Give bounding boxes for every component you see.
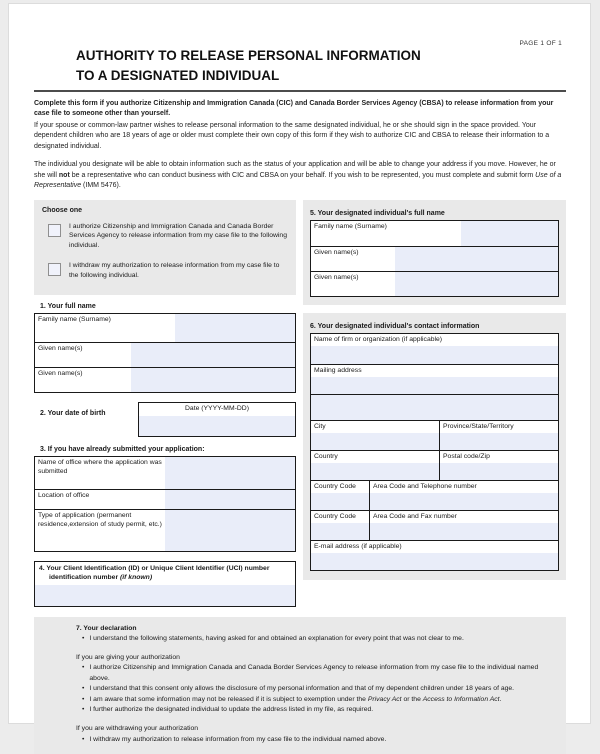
choose-one-title: Choose one — [42, 206, 83, 214]
city-label: City — [311, 421, 439, 434]
application-type-row — [35, 509, 295, 551]
postal-code-input[interactable] — [440, 463, 558, 479]
email-input[interactable] — [311, 553, 558, 569]
page-indicator: PAGE 1 OF 1 — [519, 40, 562, 47]
fax-country-code-label: Country Code — [311, 511, 369, 524]
city-province-row — [311, 420, 558, 450]
email-row — [311, 540, 558, 570]
designated-family-name-input[interactable] — [461, 221, 558, 246]
office-location-label: Location of office — [35, 490, 165, 509]
family-name-label: Family name (Surname) — [35, 314, 175, 342]
withdraw-bullet-1: • I withdraw my authorization to release information from my case file to the individual named above. — [82, 735, 387, 743]
fax-input[interactable] — [370, 523, 558, 539]
section-1-table — [34, 313, 296, 393]
postal-code-label: Postal code/Zip — [440, 451, 558, 464]
mailing-address-input[interactable] — [311, 377, 558, 393]
section-1-full-name — [34, 303, 296, 393]
telephone-row — [311, 480, 558, 510]
declaration-intro-bullet: • I understand the following statements, having asked for and obtained an explanation for every point that was not clear to me. — [82, 635, 464, 643]
withdraw-checkbox[interactable] — [48, 263, 61, 276]
section-4-client-id — [34, 561, 296, 607]
application-type-input[interactable] — [165, 510, 295, 551]
form-page — [8, 3, 591, 743]
given-name-1-label: Given name(s) — [35, 343, 131, 367]
mailing-address-row-2 — [311, 394, 558, 420]
designated-given-name-row-2 — [311, 271, 558, 296]
section-4-title-line1: 4. Your Client Identification (ID) or Unique Client Identifier (UCI) number — [39, 564, 270, 572]
designated-given-name-2-label: Given name(s) — [311, 272, 395, 296]
office-name-input[interactable] — [165, 457, 295, 489]
telephone-label: Area Code and Telephone number — [370, 481, 558, 494]
designated-given-name-1-label: Given name(s) — [311, 247, 395, 271]
authorize-checkbox[interactable] — [48, 224, 61, 237]
choose-one-panel — [34, 200, 296, 295]
given-name-row-1 — [35, 342, 295, 367]
designated-family-name-label: Family name (Surname) — [311, 221, 461, 246]
office-name-label: Name of office where the application was submitted — [35, 457, 165, 489]
family-name-row — [35, 314, 295, 342]
section-5-title: 5. Your designated individual's full name — [310, 209, 445, 217]
authorize-option-row — [48, 222, 288, 252]
giving-bullet-3: • I am aware that some information may not be released if it is subject to exemption under the Privacy Act or the Access to Information Act. — [82, 695, 502, 703]
province-input[interactable] — [440, 433, 558, 449]
section-5-table — [310, 220, 559, 297]
giving-bullet-1: • I authorize Citizenship and Immigration Canada and Canada Border Services Agency to release information from my case file to the individual named above. — [82, 664, 539, 682]
phone-country-code-input[interactable] — [311, 493, 369, 509]
section-1-title: 1. Your full name — [40, 302, 96, 310]
designated-given-name-1-input[interactable] — [395, 247, 558, 271]
giving-bullet-4: • I further authorize the designated individual to update the address listed in my file, as required. — [82, 706, 374, 714]
office-name-row — [35, 457, 295, 489]
authorize-option-label: I authorize Citizenship and Immigration Canada and Canada Border Services Agency to release information from my case file to the following individual. — [69, 222, 287, 250]
designated-family-name-row — [311, 221, 558, 246]
form-title — [76, 46, 566, 87]
instruction-paragraph-3: The individual you designate will be able to obtain information such as the status of your application and will be able to change your address if you move. However, he or she will not be a representative who can conduct business with CIC and CBSA on your behalf. If you wish to be represented, you must complete and submit form Use of a Representative (IMM 5476). — [34, 161, 562, 189]
section-2-title: 2. Your date of birth — [40, 409, 106, 417]
section-6-table — [310, 333, 559, 571]
date-of-birth-label: Date (YYYY-MM-DD) — [139, 403, 295, 416]
office-location-row — [35, 489, 295, 509]
firm-label: Name of firm or organization (if applicable) — [311, 334, 558, 347]
family-name-input[interactable] — [175, 314, 295, 342]
firm-row — [311, 334, 558, 364]
given-name-2-input[interactable] — [131, 368, 295, 392]
date-of-birth-cell — [138, 402, 296, 437]
form-title-line1: AUTHORITY TO RELEASE PERSONAL INFORMATION — [76, 48, 421, 63]
application-type-label: Type of application (permanent residence,extension of study permit, etc.) — [35, 510, 165, 551]
section-7-declaration — [34, 617, 566, 754]
telephone-input[interactable] — [370, 493, 558, 509]
given-name-row-2 — [35, 367, 295, 392]
withdraw-option-row — [48, 261, 288, 281]
section-3-application — [34, 446, 296, 552]
city-input[interactable] — [311, 433, 439, 449]
section-6-title: 6. Your designated individual's contact information — [310, 322, 480, 330]
form-instructions — [34, 99, 566, 192]
section-4-title — [35, 562, 295, 585]
title-divider — [34, 90, 566, 92]
given-name-1-input[interactable] — [131, 343, 295, 367]
form-title-line2: TO A DESIGNATED INDIVIDUAL — [76, 68, 280, 84]
mailing-address-input-2[interactable] — [311, 395, 558, 420]
email-label: E-mail address (if applicable) — [311, 541, 558, 554]
instruction-paragraph-1: Complete this form if you authorize Citizenship and Immigration Canada (CIC) and Canada Border Services Agency (CBSA) to release information from your case file to someone other than yourself. — [34, 99, 554, 117]
withdraw-option-label: I withdraw my authorization to release information from my case file to the following individual. — [69, 262, 280, 279]
section-4-title-line2: identification number (if known) — [49, 574, 153, 582]
section-3-table — [34, 456, 296, 552]
mailing-address-row — [311, 364, 558, 394]
section-3-title: 3. If you have already submitted your application: — [40, 445, 205, 453]
fax-row — [311, 510, 558, 540]
section-2-date-of-birth — [34, 402, 296, 437]
giving-bullet-2: • I understand that this consent only allows the disclosure of my personal information and that of my dependent children under 18 years of age. — [82, 685, 515, 693]
given-name-2-label: Given name(s) — [35, 368, 131, 392]
province-label: Province/State/Territory — [440, 421, 558, 434]
withdrawing-authorization-header: If you are withdrawing your authorization — [76, 725, 199, 732]
section-7-title: 7. Your declaration — [76, 624, 137, 632]
country-input[interactable] — [311, 463, 439, 479]
fax-country-code-input[interactable] — [311, 523, 369, 539]
client-id-input[interactable] — [35, 585, 295, 606]
instruction-paragraph-2: If your spouse or common-law partner wishes to release personal information to the same designated individual, he or she should sign in the space provided. Your dependent children who are 18 years of age or older must complete their own copy of this form if they wish to authorize CIC and CBSA to release their information to a designated individual. — [34, 121, 550, 150]
office-location-input[interactable] — [165, 490, 295, 509]
date-of-birth-input[interactable] — [139, 416, 295, 436]
country-label: Country — [311, 451, 439, 464]
designated-given-name-row-1 — [311, 246, 558, 271]
designated-given-name-2-input[interactable] — [395, 272, 558, 296]
fax-label: Area Code and Fax number — [370, 511, 558, 524]
country-postal-row — [311, 450, 558, 480]
giving-authorization-header: If you are giving your authorization — [76, 653, 180, 661]
section-5-designated-name — [303, 200, 566, 305]
mailing-address-label: Mailing address — [311, 365, 558, 378]
section-6-contact-info — [303, 313, 566, 580]
firm-input[interactable] — [311, 346, 558, 363]
phone-country-code-label: Country Code — [311, 481, 369, 494]
